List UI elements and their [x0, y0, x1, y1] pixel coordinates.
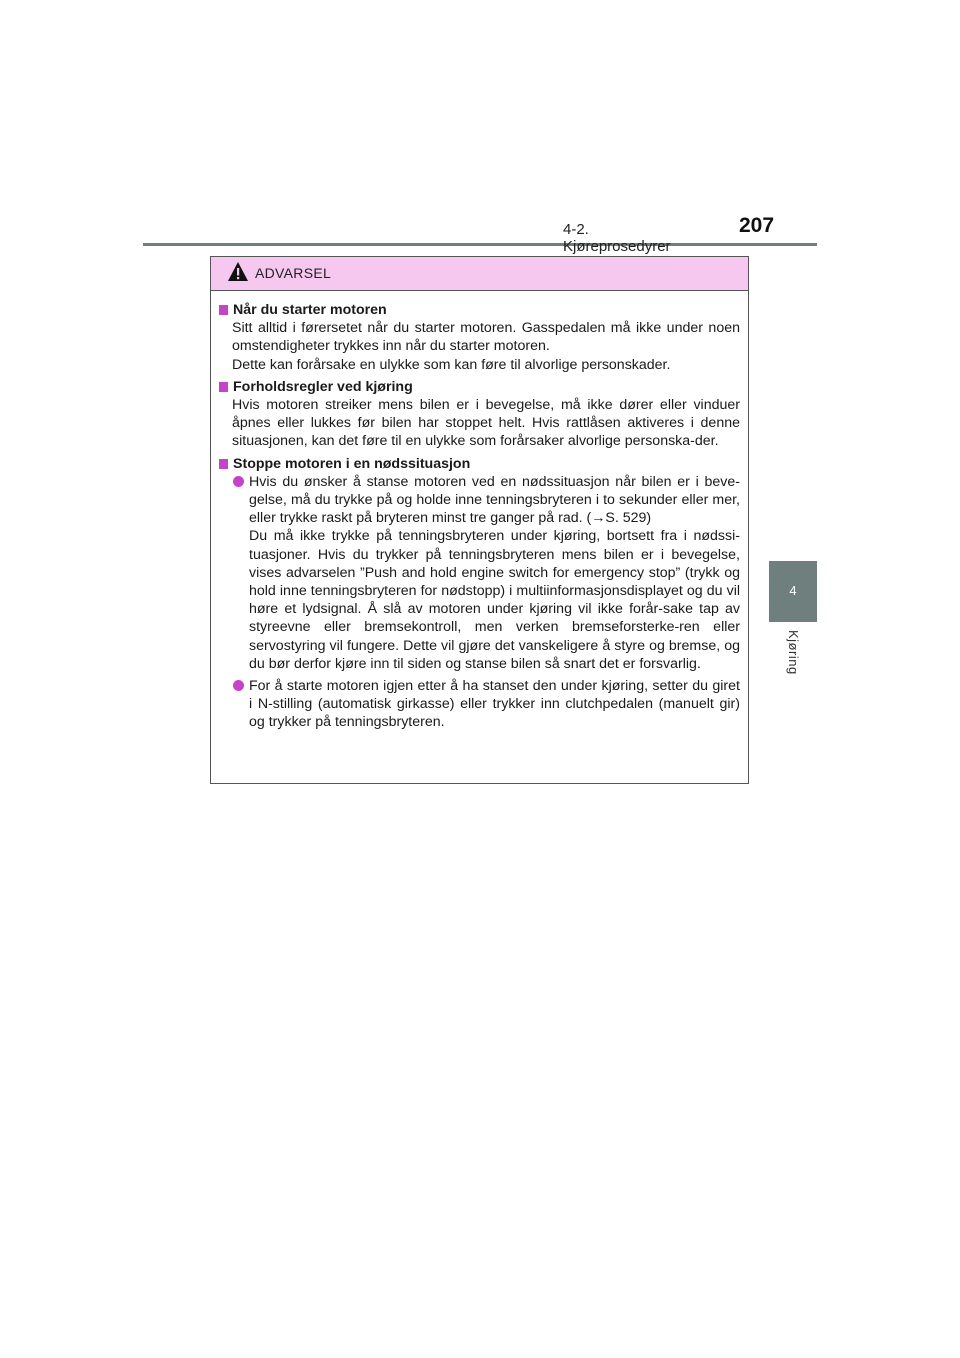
warning-header	[211, 257, 748, 291]
paragraph: Sitt alltid i førersetet når du starter motoren. Gasspedalen må ikke under noen omstendigheter trykkes inn når du starter motoren.	[232, 320, 740, 355]
circle-bullet-icon	[233, 680, 244, 691]
warning-body	[211, 291, 748, 732]
section-title: 4-2. Kjøreprosedyrer	[563, 221, 671, 255]
chapter-tab[interactable]	[769, 561, 817, 622]
paragraph: Dette kan forårsake en ulykke som kan føre til alvorlige personskader.	[232, 356, 671, 373]
chapter-label: Kjøring	[786, 630, 801, 675]
item-heading-text: Forholdsregler ved kjøring	[233, 378, 413, 395]
item-heading-text: Stoppe motoren i en nødssituasjon	[233, 455, 471, 472]
bullet-item	[218, 677, 740, 732]
square-bullet-icon	[219, 459, 228, 469]
bullet-item	[218, 473, 740, 673]
square-bullet-icon	[219, 305, 228, 315]
chapter-tab-number: 4	[789, 583, 797, 598]
circle-bullet-icon	[233, 476, 244, 487]
page-number: 207	[739, 214, 775, 237]
warning-triangle-icon	[227, 261, 249, 283]
paragraph: Hvis motoren streiker mens bilen er i bevegelse, må ikke dører eller vinduer åpnes eller lukkes før bilen har stoppet helt. Hvis rattlåsen aktiveres i denne situasjonen, kan det føre til en ulykke som forårsaker alvorlige personska-der.	[232, 397, 740, 450]
warning-item	[218, 378, 740, 451]
bullet-text: For å starte motoren igjen etter å ha stanset den under kjøring, setter du giret i N-stilling (automatisk girkasse) eller trykker inn clutchpedalen (manuelt gir) og trykker på tenningsbryteren.	[249, 678, 740, 731]
square-bullet-icon	[219, 382, 228, 392]
warning-title: ADVARSEL	[255, 265, 332, 281]
item-heading	[218, 455, 740, 473]
bullet-text: Hvis du ønsker å stanse motoren ved en nødssituasjon når bilen er i beve-gelse, må du trykke på og holde inne tenningsbryteren i to sekunder eller mer, eller trykke raskt på bryteren minst tre ganger på rad. (→S. 529)	[249, 473, 740, 527]
header-rule	[143, 243, 817, 246]
item-heading	[218, 378, 740, 396]
warning-item	[218, 455, 740, 732]
bullet-text-continued: Du må ikke trykke på tenningsbryteren under kjøring, bortsett fra i nødssi-tuasjoner. Hvis du trykker på tenningsbryteren mens bilen er i bevegelse, vises advarselen ”Push and hold engine switch for emergency stop” (trykk og hold inne tenningsbryteren for nødstopp) i multiinformasjonsdisplayet og du vil høre et lydsignal. Å slå av motoren under kjøring vil ikke forår-sake tap av styreevne eller bremsekontroll, men verken bremseforsterke-ren eller servostyring vil fungere. Dette vil gjøre det vanskeligere å styre og bremse, og du bør derfor kjøre inn til siden og stanse bilen så snart det er forsvarlig.	[249, 528, 740, 672]
warning-item	[218, 301, 740, 374]
item-heading	[218, 301, 740, 319]
warning-box	[210, 256, 749, 784]
item-heading-text: Når du starter motoren	[233, 302, 387, 318]
